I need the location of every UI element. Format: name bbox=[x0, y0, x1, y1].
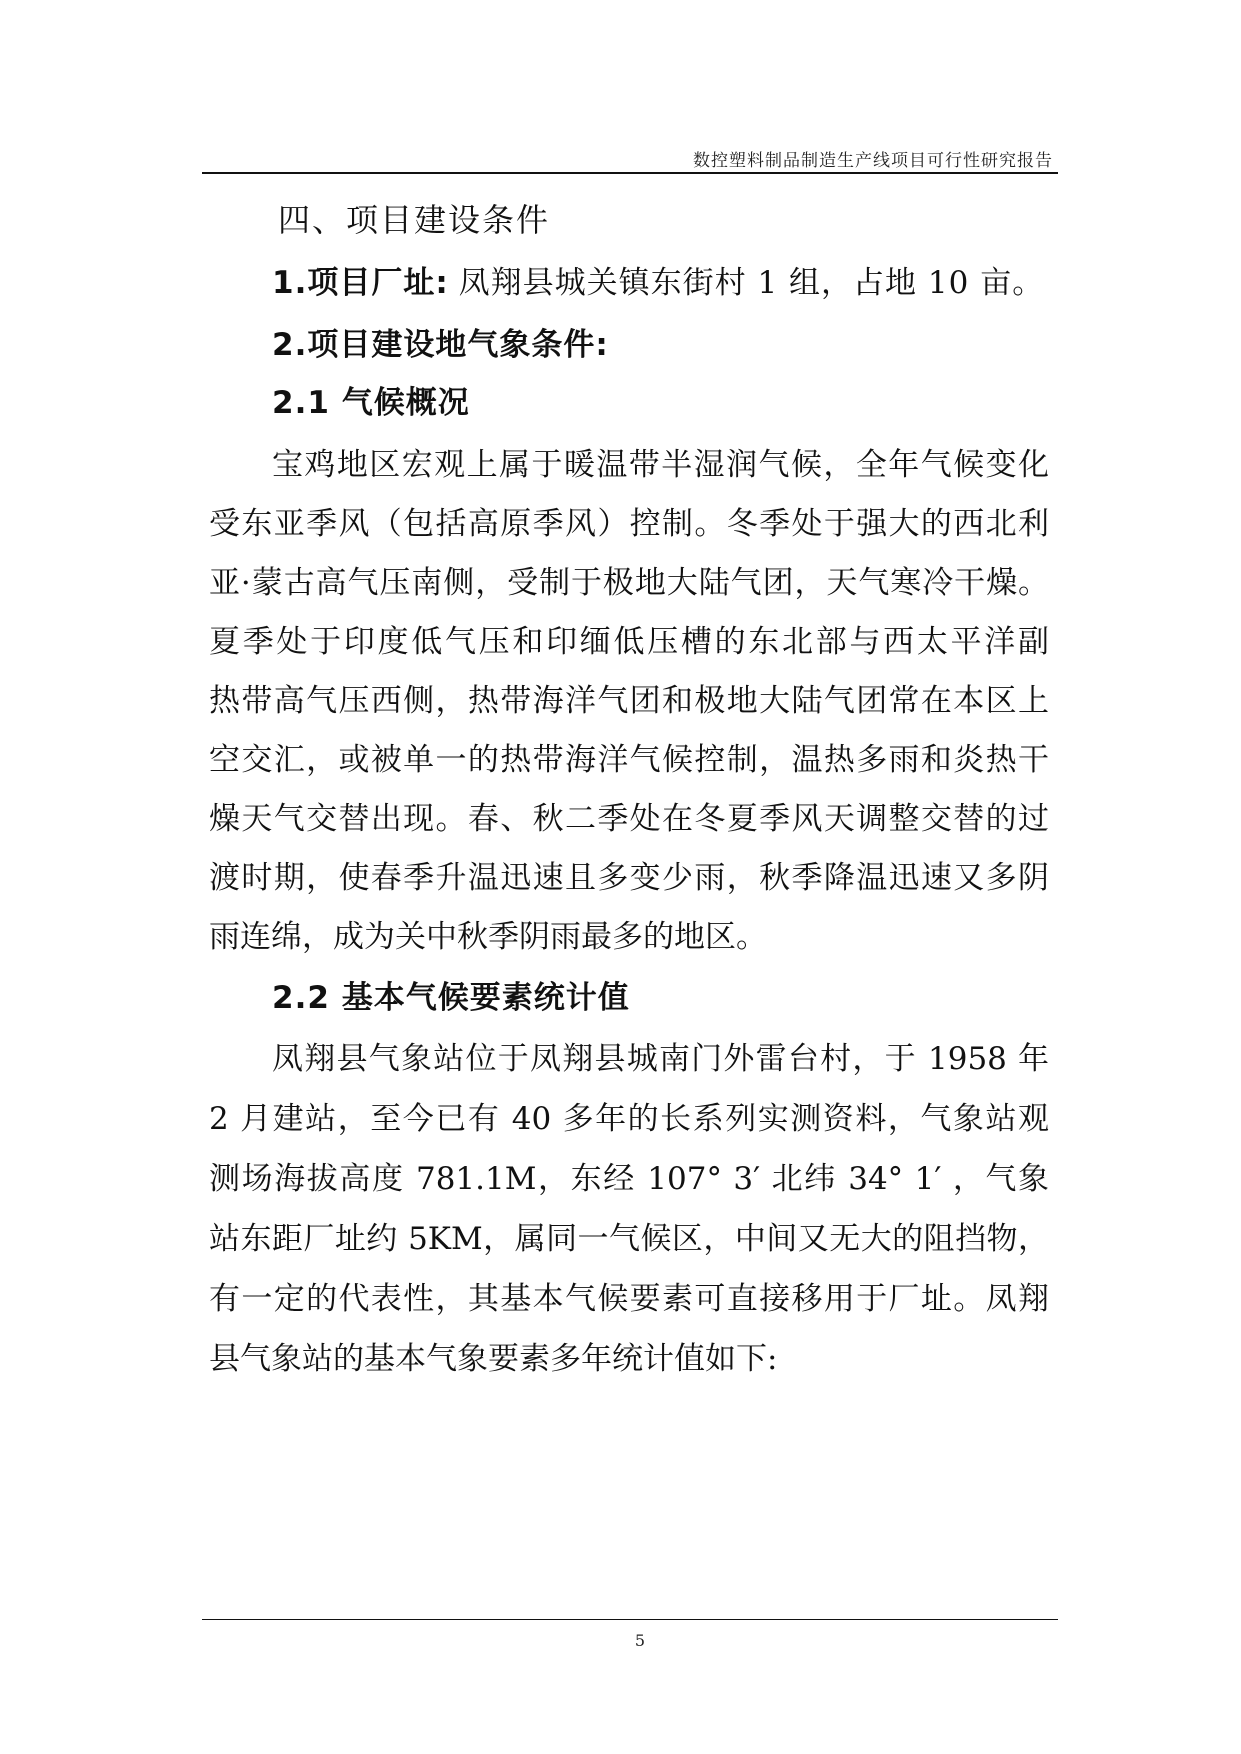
climate-line: 雨连绵，成为关中秋季阴雨最多的地区。 bbox=[209, 919, 767, 955]
stats-line: 凤翔县气象站位于凤翔县城南门外雷台村，于 1958 年 bbox=[272, 1041, 1049, 1077]
stats-heading: 2.2 基本气候要素统计值 bbox=[272, 980, 630, 1016]
stats-line: 测场海拔高度 781.1M，东经 107° 3′ 北纬 34° 1′ ，气象 bbox=[209, 1161, 1049, 1197]
climate-line: 宝鸡地区宏观上属于暖温带半湿润气候，全年气候变化 bbox=[272, 447, 1049, 483]
site-paragraph bbox=[272, 263, 1049, 303]
section-heading: 四、项目建设条件 bbox=[278, 201, 551, 239]
header-rule bbox=[202, 172, 1058, 174]
footer-rule bbox=[202, 1619, 1058, 1620]
stats-line: 有一定的代表性，其基本气候要素可直接移用于厂址。凤翔 bbox=[209, 1281, 1049, 1317]
site-label: 1.项目厂址: bbox=[272, 265, 449, 301]
stats-line: 站东距厂址约 5KM，属同一气候区，中间又无大的阻挡物， bbox=[209, 1221, 1049, 1257]
climate-line: 受东亚季风（包括高原季风）控制。冬季处于强大的西北利 bbox=[209, 506, 1049, 542]
running-header-title: 数控塑料制品制造生产线项目可行性研究报告 bbox=[693, 151, 1053, 171]
site-text: 凤翔县城关镇东街村 1 组，占地 10 亩。 bbox=[458, 265, 1045, 301]
climate-line: 空交汇，或被单一的热带海洋气候控制，温热多雨和炎热干 bbox=[209, 742, 1049, 778]
weather-heading: 2.项目建设地气象条件: bbox=[272, 327, 609, 363]
stats-line: 2 月建站，至今已有 40 多年的长系列实测资料，气象站观 bbox=[209, 1101, 1049, 1137]
climate-line: 渡时期，使春季升温迅速且多变少雨，秋季降温迅速又多阴 bbox=[209, 860, 1049, 896]
climate-line: 亚·蒙古高气压南侧，受制于极地大陆气团，天气寒冷干燥。 bbox=[209, 565, 1049, 601]
page-number: 5 bbox=[634, 1631, 646, 1650]
climate-line: 燥天气交替出现。春、秋二季处在冬夏季风天调整交替的过 bbox=[209, 801, 1049, 837]
climate-heading: 2.1 气候概况 bbox=[272, 385, 470, 421]
stats-line: 县气象站的基本气象要素多年统计值如下: bbox=[209, 1341, 778, 1377]
climate-line: 热带高气压西侧，热带海洋气团和极地大陆气团常在本区上 bbox=[209, 683, 1049, 719]
climate-line: 夏季处于印度低气压和印缅低压槽的东北部与西太平洋副 bbox=[209, 624, 1049, 660]
